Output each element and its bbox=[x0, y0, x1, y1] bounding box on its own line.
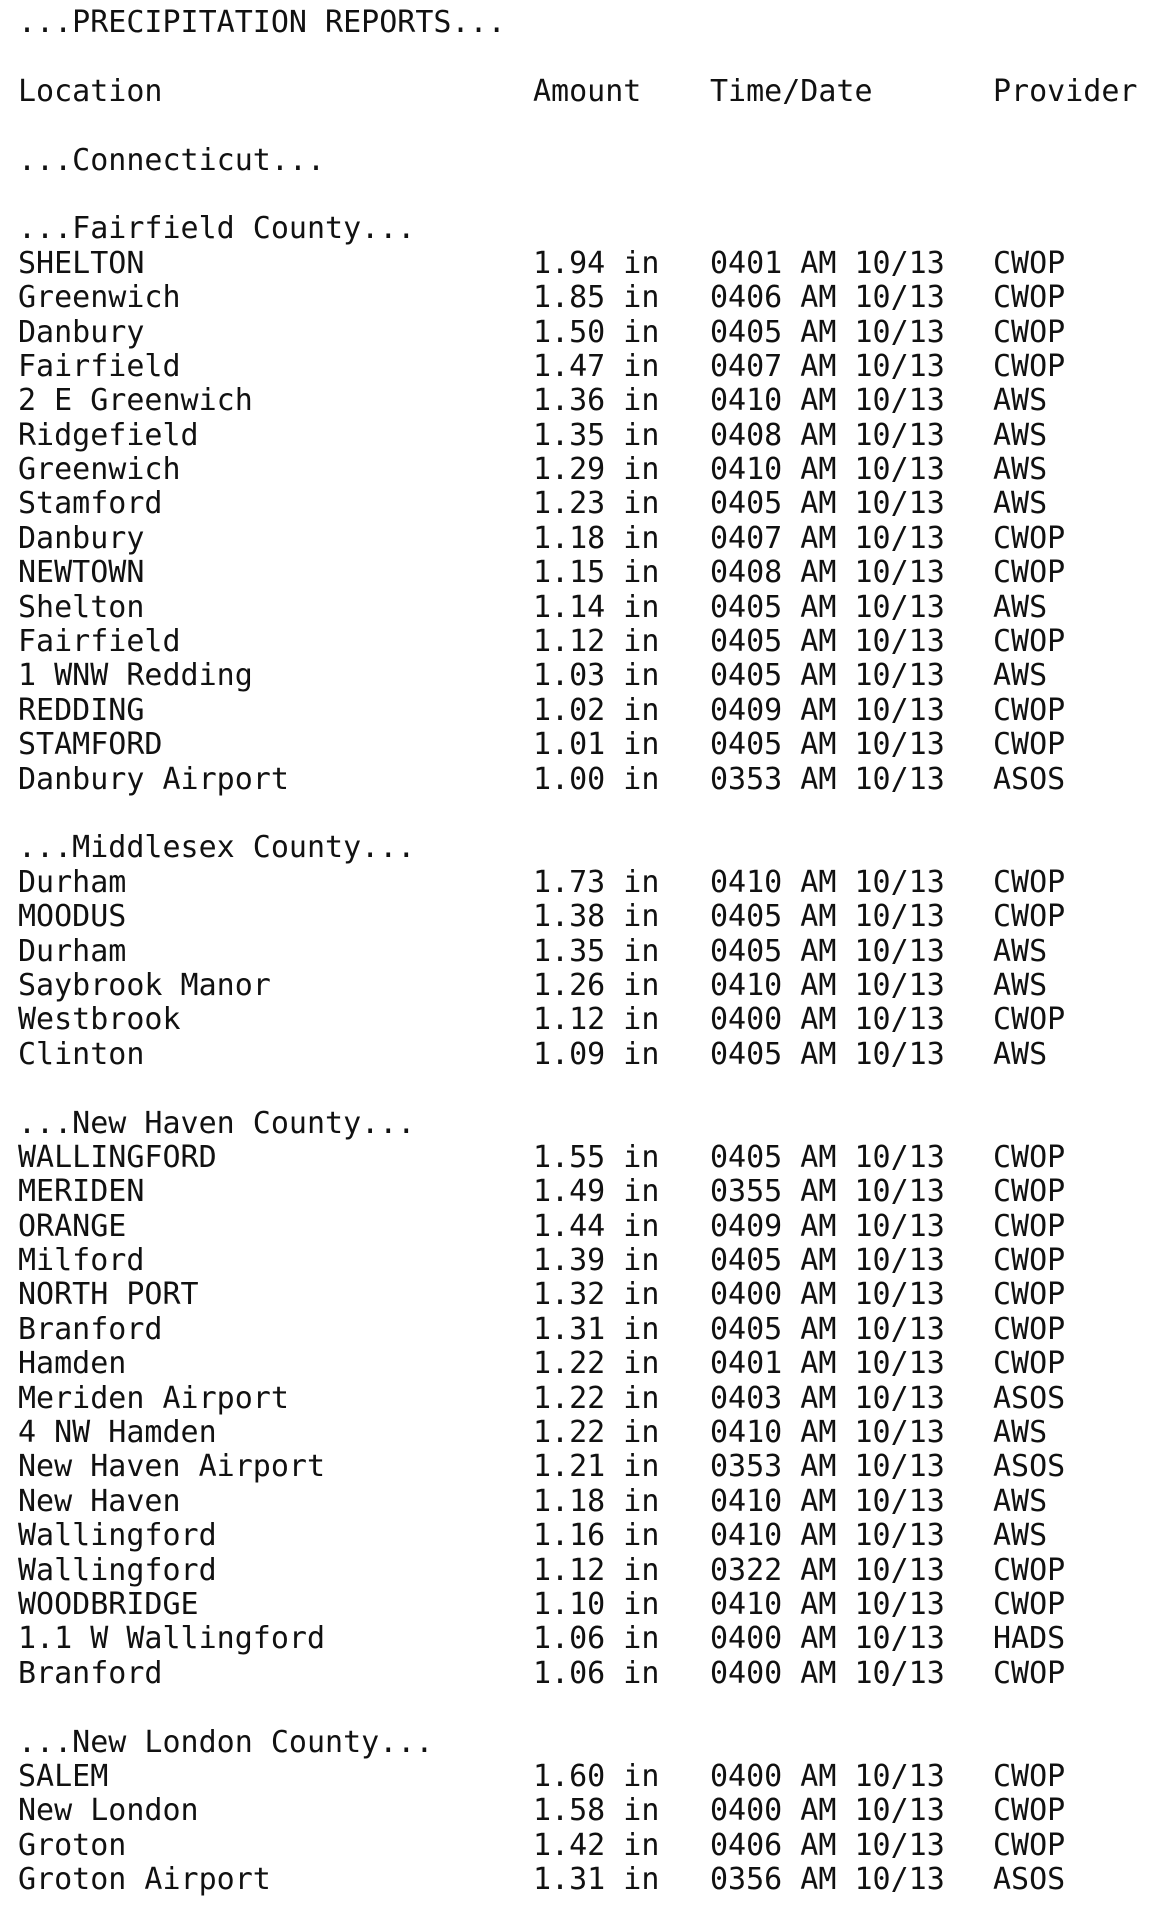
county-heading: ...Middlesex County... bbox=[18, 830, 416, 866]
report-row bbox=[18, 522, 1149, 556]
row-provider: CWOP bbox=[993, 555, 1066, 591]
row-time-date: 0405 AM 10/13 bbox=[710, 486, 945, 522]
report-row bbox=[18, 1863, 1149, 1897]
row-amount: 1.35 in bbox=[533, 417, 660, 453]
row-location: MERIDEN bbox=[18, 1174, 145, 1210]
row-amount: 1.15 in bbox=[533, 555, 660, 591]
row-amount: 1.31 in bbox=[533, 1311, 660, 1347]
row-location: New London bbox=[18, 1793, 199, 1829]
row-time-date: 0405 AM 10/13 bbox=[710, 624, 945, 660]
report-row bbox=[18, 487, 1149, 521]
row-location: ORANGE bbox=[18, 1208, 127, 1244]
row-location: Westbrook bbox=[18, 1002, 181, 1038]
row-time-date: 0353 AM 10/13 bbox=[710, 761, 945, 797]
row-provider: CWOP bbox=[993, 1552, 1066, 1588]
row-location: Wallingford bbox=[18, 1552, 217, 1588]
row-provider: AWS bbox=[993, 1518, 1048, 1554]
row-amount: 1.23 in bbox=[533, 486, 660, 522]
spacer bbox=[18, 1072, 1149, 1106]
report-row bbox=[18, 969, 1149, 1003]
report-row bbox=[18, 1450, 1149, 1484]
report-row bbox=[18, 591, 1149, 625]
row-provider: CWOP bbox=[993, 1311, 1066, 1347]
report-row bbox=[18, 384, 1149, 418]
spacer bbox=[18, 1691, 1149, 1725]
row-time-date: 0407 AM 10/13 bbox=[710, 520, 945, 556]
row-provider: CWOP bbox=[993, 1174, 1066, 1210]
row-time-date: 0410 AM 10/13 bbox=[710, 1586, 945, 1622]
row-amount: 1.12 in bbox=[533, 624, 660, 660]
row-amount: 1.18 in bbox=[533, 520, 660, 556]
row-location: WALLINGFORD bbox=[18, 1139, 217, 1175]
report-row bbox=[18, 247, 1149, 281]
county-heading: ...New Haven County... bbox=[18, 1105, 416, 1141]
row-amount: 1.49 in bbox=[533, 1174, 660, 1210]
row-time-date: 0406 AM 10/13 bbox=[710, 280, 945, 316]
row-amount: 1.55 in bbox=[533, 1139, 660, 1175]
row-location: 2 E Greenwich bbox=[18, 383, 253, 419]
row-amount: 1.22 in bbox=[533, 1346, 660, 1382]
row-provider: CWOP bbox=[993, 1139, 1066, 1175]
report-row bbox=[18, 1347, 1149, 1381]
row-amount: 1.22 in bbox=[533, 1380, 660, 1416]
row-provider: ASOS bbox=[993, 1862, 1066, 1898]
report-row bbox=[18, 1485, 1149, 1519]
spacer bbox=[18, 40, 1149, 74]
row-time-date: 0405 AM 10/13 bbox=[710, 1036, 945, 1072]
row-time-date: 0405 AM 10/13 bbox=[710, 1243, 945, 1279]
report-row bbox=[18, 1313, 1149, 1347]
row-provider: ASOS bbox=[993, 1449, 1066, 1485]
row-provider: CWOP bbox=[993, 1655, 1066, 1691]
row-provider: CWOP bbox=[993, 520, 1066, 556]
report-row bbox=[18, 900, 1149, 934]
row-location: Branford bbox=[18, 1655, 163, 1691]
report-row bbox=[18, 1382, 1149, 1416]
report-row bbox=[18, 281, 1149, 315]
row-amount: 1.47 in bbox=[533, 348, 660, 384]
row-provider: AWS bbox=[993, 658, 1048, 694]
row-provider: CWOP bbox=[993, 1346, 1066, 1382]
report-row bbox=[18, 1657, 1149, 1691]
row-provider: AWS bbox=[993, 589, 1048, 625]
row-location: Fairfield bbox=[18, 624, 181, 660]
row-time-date: 0400 AM 10/13 bbox=[710, 1793, 945, 1829]
row-time-date: 0410 AM 10/13 bbox=[710, 1518, 945, 1554]
row-provider: AWS bbox=[993, 967, 1048, 1003]
row-time-date: 0409 AM 10/13 bbox=[710, 692, 945, 728]
report-row bbox=[18, 1278, 1149, 1312]
row-time-date: 0405 AM 10/13 bbox=[710, 314, 945, 350]
row-provider: CWOP bbox=[993, 1827, 1066, 1863]
header-time-date: Time/Date bbox=[710, 73, 873, 109]
county-heading: ...New London County... bbox=[18, 1724, 434, 1760]
row-amount: 1.06 in bbox=[533, 1655, 660, 1691]
spacer bbox=[18, 109, 1149, 143]
row-provider: AWS bbox=[993, 486, 1048, 522]
report-row bbox=[18, 1210, 1149, 1244]
row-location: Hamden bbox=[18, 1346, 127, 1382]
county-heading: ...Fairfield County... bbox=[18, 211, 416, 247]
row-time-date: 0405 AM 10/13 bbox=[710, 1311, 945, 1347]
report-row bbox=[18, 694, 1149, 728]
row-amount: 1.12 in bbox=[533, 1552, 660, 1588]
row-provider: CWOP bbox=[993, 899, 1066, 935]
state-heading: ...Connecticut... bbox=[18, 142, 326, 178]
report-row bbox=[18, 1829, 1149, 1863]
row-location: SALEM bbox=[18, 1758, 109, 1794]
row-amount: 1.31 in bbox=[533, 1862, 660, 1898]
report-row bbox=[18, 1038, 1149, 1072]
report-row bbox=[18, 625, 1149, 659]
row-provider: CWOP bbox=[993, 692, 1066, 728]
report-title: ...PRECIPITATION REPORTS... bbox=[18, 5, 506, 40]
row-provider: CWOP bbox=[993, 1793, 1066, 1829]
row-amount: 1.36 in bbox=[533, 383, 660, 419]
row-location: Danbury bbox=[18, 520, 145, 556]
row-location: Meriden Airport bbox=[18, 1380, 289, 1416]
report-row bbox=[18, 1794, 1149, 1828]
row-provider: CWOP bbox=[993, 1758, 1066, 1794]
report-row bbox=[18, 1519, 1149, 1553]
row-location: Durham bbox=[18, 933, 127, 969]
row-amount: 1.09 in bbox=[533, 1036, 660, 1072]
row-location: 1.1 W Wallingford bbox=[18, 1621, 326, 1657]
report-row bbox=[18, 316, 1149, 350]
row-amount: 1.42 in bbox=[533, 1827, 660, 1863]
row-time-date: 0410 AM 10/13 bbox=[710, 1483, 945, 1519]
report-row bbox=[18, 1588, 1149, 1622]
row-provider: CWOP bbox=[993, 314, 1066, 350]
row-provider: CWOP bbox=[993, 1586, 1066, 1622]
row-time-date: 0400 AM 10/13 bbox=[710, 1655, 945, 1691]
header-location: Location bbox=[18, 73, 163, 109]
row-location: Stamford bbox=[18, 486, 163, 522]
county-sections bbox=[18, 212, 1149, 1897]
report-row bbox=[18, 1622, 1149, 1656]
report-row bbox=[18, 453, 1149, 487]
row-provider: ASOS bbox=[993, 1380, 1066, 1416]
row-amount: 1.21 in bbox=[533, 1449, 660, 1485]
row-time-date: 0322 AM 10/13 bbox=[710, 1552, 945, 1588]
row-time-date: 0405 AM 10/13 bbox=[710, 727, 945, 763]
row-time-date: 0400 AM 10/13 bbox=[710, 1758, 945, 1794]
row-location: NORTH PORT bbox=[18, 1277, 199, 1313]
row-time-date: 0410 AM 10/13 bbox=[710, 864, 945, 900]
row-time-date: 0401 AM 10/13 bbox=[710, 1346, 945, 1382]
row-time-date: 0405 AM 10/13 bbox=[710, 1139, 945, 1175]
row-time-date: 0410 AM 10/13 bbox=[710, 967, 945, 1003]
row-location: Fairfield bbox=[18, 348, 181, 384]
report-row bbox=[18, 350, 1149, 384]
row-time-date: 0410 AM 10/13 bbox=[710, 452, 945, 488]
row-location: New Haven Airport bbox=[18, 1449, 326, 1485]
row-location: 4 NW Hamden bbox=[18, 1415, 217, 1451]
row-time-date: 0400 AM 10/13 bbox=[710, 1002, 945, 1038]
row-provider: CWOP bbox=[993, 280, 1066, 316]
row-time-date: 0407 AM 10/13 bbox=[710, 348, 945, 384]
row-provider: CWOP bbox=[993, 1002, 1066, 1038]
row-time-date: 0408 AM 10/13 bbox=[710, 555, 945, 591]
row-amount: 1.32 in bbox=[533, 1277, 660, 1313]
row-location: 1 WNW Redding bbox=[18, 658, 253, 694]
row-amount: 1.00 in bbox=[533, 761, 660, 797]
report-row bbox=[18, 1003, 1149, 1037]
row-location: Danbury bbox=[18, 314, 145, 350]
row-location: STAMFORD bbox=[18, 727, 163, 763]
row-time-date: 0355 AM 10/13 bbox=[710, 1174, 945, 1210]
row-amount: 1.58 in bbox=[533, 1793, 660, 1829]
report-row bbox=[18, 866, 1149, 900]
row-location: Greenwich bbox=[18, 452, 181, 488]
report-row bbox=[18, 728, 1149, 762]
row-location: REDDING bbox=[18, 692, 145, 728]
header-provider: Provider bbox=[993, 73, 1138, 109]
row-amount: 1.02 in bbox=[533, 692, 660, 728]
spacer bbox=[18, 797, 1149, 831]
row-time-date: 0405 AM 10/13 bbox=[710, 589, 945, 625]
row-time-date: 0405 AM 10/13 bbox=[710, 899, 945, 935]
row-time-date: 0405 AM 10/13 bbox=[710, 933, 945, 969]
row-time-date: 0410 AM 10/13 bbox=[710, 1415, 945, 1451]
row-location: Branford bbox=[18, 1311, 163, 1347]
row-location: Greenwich bbox=[18, 280, 181, 316]
row-location: Ridgefield bbox=[18, 417, 199, 453]
report-row bbox=[18, 659, 1149, 693]
report-row bbox=[18, 419, 1149, 453]
row-location: Groton Airport bbox=[18, 1862, 271, 1898]
row-time-date: 0406 AM 10/13 bbox=[710, 1827, 945, 1863]
row-time-date: 0356 AM 10/13 bbox=[710, 1862, 945, 1898]
report-row bbox=[18, 1760, 1149, 1794]
row-amount: 1.18 in bbox=[533, 1483, 660, 1519]
row-location: WOODBRIDGE bbox=[18, 1586, 199, 1622]
row-provider: AWS bbox=[993, 452, 1048, 488]
report-row bbox=[18, 556, 1149, 590]
row-amount: 1.29 in bbox=[533, 452, 660, 488]
row-amount: 1.22 in bbox=[533, 1415, 660, 1451]
row-amount: 1.06 in bbox=[533, 1621, 660, 1657]
row-amount: 1.85 in bbox=[533, 280, 660, 316]
report-row bbox=[18, 763, 1149, 797]
row-amount: 1.03 in bbox=[533, 658, 660, 694]
row-time-date: 0408 AM 10/13 bbox=[710, 417, 945, 453]
row-provider: ASOS bbox=[993, 761, 1066, 797]
row-location: New Haven bbox=[18, 1483, 181, 1519]
header-amount: Amount bbox=[533, 73, 642, 109]
spacer bbox=[18, 178, 1149, 212]
report-row bbox=[18, 1554, 1149, 1588]
row-time-date: 0409 AM 10/13 bbox=[710, 1208, 945, 1244]
report-row bbox=[18, 1141, 1149, 1175]
row-provider: AWS bbox=[993, 1036, 1048, 1072]
row-time-date: 0353 AM 10/13 bbox=[710, 1449, 945, 1485]
row-time-date: 0405 AM 10/13 bbox=[710, 658, 945, 694]
row-location: Shelton bbox=[18, 589, 145, 625]
row-amount: 1.16 in bbox=[533, 1518, 660, 1554]
row-location: Groton bbox=[18, 1827, 127, 1863]
row-amount: 1.50 in bbox=[533, 314, 660, 350]
row-amount: 1.10 in bbox=[533, 1586, 660, 1622]
row-time-date: 0410 AM 10/13 bbox=[710, 383, 945, 419]
row-location: Durham bbox=[18, 864, 127, 900]
report-row bbox=[18, 935, 1149, 969]
row-provider: CWOP bbox=[993, 1208, 1066, 1244]
row-provider: AWS bbox=[993, 933, 1048, 969]
row-location: Milford bbox=[18, 1243, 145, 1279]
row-location: Saybrook Manor bbox=[18, 967, 271, 1003]
row-location: NEWTOWN bbox=[18, 555, 145, 591]
row-provider: HADS bbox=[993, 1621, 1066, 1657]
report-row bbox=[18, 1175, 1149, 1209]
column-header-row bbox=[18, 75, 1149, 109]
row-location: SHELTON bbox=[18, 245, 145, 281]
row-location: Danbury Airport bbox=[18, 761, 289, 797]
row-time-date: 0401 AM 10/13 bbox=[710, 245, 945, 281]
row-amount: 1.01 in bbox=[533, 727, 660, 763]
report-row bbox=[18, 1416, 1149, 1450]
row-provider: AWS bbox=[993, 1483, 1048, 1519]
row-amount: 1.94 in bbox=[533, 245, 660, 281]
row-amount: 1.44 in bbox=[533, 1208, 660, 1244]
row-provider: CWOP bbox=[993, 727, 1066, 763]
report-row bbox=[18, 1244, 1149, 1278]
row-provider: CWOP bbox=[993, 348, 1066, 384]
row-amount: 1.38 in bbox=[533, 899, 660, 935]
row-amount: 1.12 in bbox=[533, 1002, 660, 1038]
row-provider: CWOP bbox=[993, 1277, 1066, 1313]
row-location: Wallingford bbox=[18, 1518, 217, 1554]
row-amount: 1.60 in bbox=[533, 1758, 660, 1794]
row-amount: 1.73 in bbox=[533, 864, 660, 900]
row-provider: AWS bbox=[993, 417, 1048, 453]
row-time-date: 0403 AM 10/13 bbox=[710, 1380, 945, 1416]
row-provider: CWOP bbox=[993, 624, 1066, 660]
row-provider: AWS bbox=[993, 383, 1048, 419]
row-amount: 1.39 in bbox=[533, 1243, 660, 1279]
row-amount: 1.26 in bbox=[533, 967, 660, 1003]
row-provider: AWS bbox=[993, 1415, 1048, 1451]
row-time-date: 0400 AM 10/13 bbox=[710, 1621, 945, 1657]
row-time-date: 0400 AM 10/13 bbox=[710, 1277, 945, 1313]
row-amount: 1.14 in bbox=[533, 589, 660, 625]
row-provider: CWOP bbox=[993, 1243, 1066, 1279]
row-location: Clinton bbox=[18, 1036, 145, 1072]
row-location: MOODUS bbox=[18, 899, 127, 935]
row-provider: CWOP bbox=[993, 245, 1066, 281]
row-amount: 1.35 in bbox=[533, 933, 660, 969]
row-provider: CWOP bbox=[993, 864, 1066, 900]
